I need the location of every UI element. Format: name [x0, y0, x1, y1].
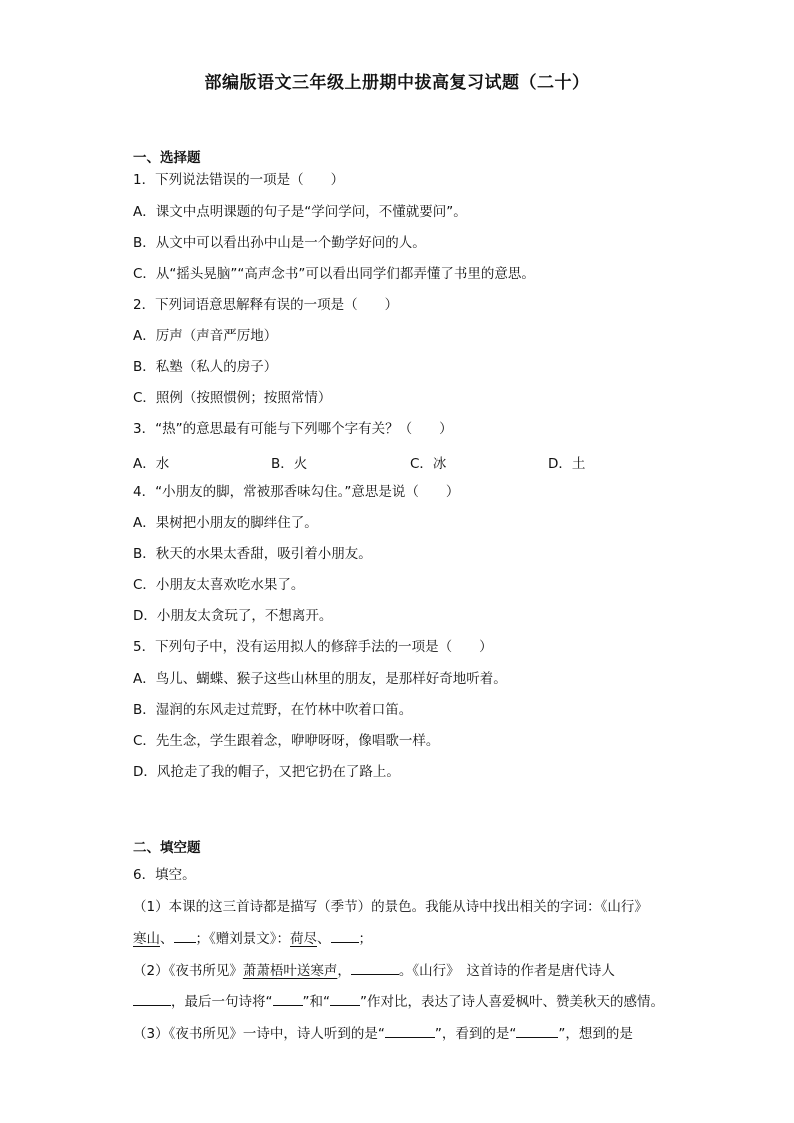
question-5-option-a: A．鸟儿、蝴蝶、猴子这些山林里的朋友，是那样好奇地听着。 — [133, 671, 507, 687]
question-2-option-b: B．私塾（私人的房子） — [133, 359, 278, 375]
blank-8[interactable] — [516, 1024, 558, 1038]
question-3-option-b: B．火 — [271, 456, 308, 472]
question-2-stem: 2．下列词语意思解释有误的一项是（ ） — [133, 297, 399, 313]
question-5-option-b: B．湿润的东风走过荒野，在竹林中吹着口笛。 — [133, 702, 413, 718]
question-6-part-1-line-2: 寒山、 ；《赠刘景文》：荷尽、 ； — [133, 931, 372, 947]
blank-4[interactable] — [133, 992, 171, 1006]
question-6-stem: 6．填空。 — [133, 867, 196, 883]
question-6-part-1-line-1: （1）本课的这三首诗都是描写（季节）的景色。我能从诗中找出相关的字词：《山行》 — [133, 899, 648, 915]
question-1-option-c: C．从“摇头晃脑”“高声念书”可以看出同学们都弄懂了书里的意思。 — [133, 266, 535, 282]
question-5-stem: 5．下列句子中，没有运用拟人的修辞手法的一项是（ ） — [133, 639, 493, 655]
section-heading-choice: 一、选择题 — [133, 150, 201, 166]
question-3-option-a: A．水 — [133, 456, 170, 472]
question-6-part-2-line-1: （2）《夜书所见》萧萧梧叶送寒声， 。《山行》 这首诗的作者是唐代诗人 — [133, 963, 615, 979]
question-4-option-d: D．小朋友太贪玩了，不想离开。 — [133, 608, 333, 624]
question-1-option-a: A．课文中点明课题的句子是“学问学问，不懂就要问”。 — [133, 204, 467, 220]
question-2-option-c: C．照例（按照惯例；按照常情） — [133, 390, 332, 406]
blank-6[interactable] — [330, 992, 360, 1006]
blank-2[interactable] — [331, 929, 359, 943]
page-title: 部编版语文三年级上册期中拔高复习试题（二十） — [204, 73, 590, 93]
question-4-option-a: A．果树把小朋友的脚绊住了。 — [133, 515, 318, 531]
question-3-option-d: D．土 — [548, 456, 586, 472]
blank-7[interactable] — [385, 1024, 435, 1038]
question-2-option-a: A．厉声（声音严厉地） — [133, 328, 278, 344]
question-5-option-c: C．先生念，学生跟着念，咿咿呀呀，像唱歌一样。 — [133, 733, 440, 749]
section-heading-fill: 二、填空题 — [133, 840, 201, 856]
question-1-option-b: B．从文中可以看出孙中山是一个勤学好问的人。 — [133, 235, 426, 251]
question-6-part-3-line-1: （3）《夜书所见》一诗中，诗人听到的是“ ”，看到的是“ ”，想到的是 — [133, 1026, 633, 1042]
question-3-stem: 3．“热”的意思最有可能与下列哪个字有关？（ ） — [133, 421, 453, 437]
question-6-part-2-line-2: ，最后一句诗将“ ”和“ ”作对比，表达了诗人喜爱枫叶、赞美秋天的感情。 — [133, 992, 664, 1011]
poem-line-xiaoxiao: 萧萧梧叶送寒声 — [242, 963, 338, 979]
question-3-option-c: C．冰 — [410, 456, 447, 472]
question-4-option-b: B．秋天的水果太香甜，吸引着小朋友。 — [133, 546, 372, 562]
question-5-option-d: D．风抢走了我的帽子，又把它扔在了路上。 — [133, 764, 400, 780]
blank-3[interactable] — [351, 961, 399, 975]
answer-hanshan: 寒山 — [133, 931, 160, 947]
question-1-stem: 1．下列说法错误的一项是（ ） — [133, 172, 345, 188]
blank-1[interactable] — [174, 929, 196, 943]
blank-5[interactable] — [273, 992, 303, 1006]
question-4-stem: 4．“小朋友的脚，常被那香味勾住。”意思是说（ ） — [133, 484, 460, 500]
answer-hejin: 荷尽 — [290, 931, 317, 947]
question-3-options — [133, 452, 693, 470]
question-4-option-c: C．小朋友太喜欢吃水果了。 — [133, 577, 305, 593]
